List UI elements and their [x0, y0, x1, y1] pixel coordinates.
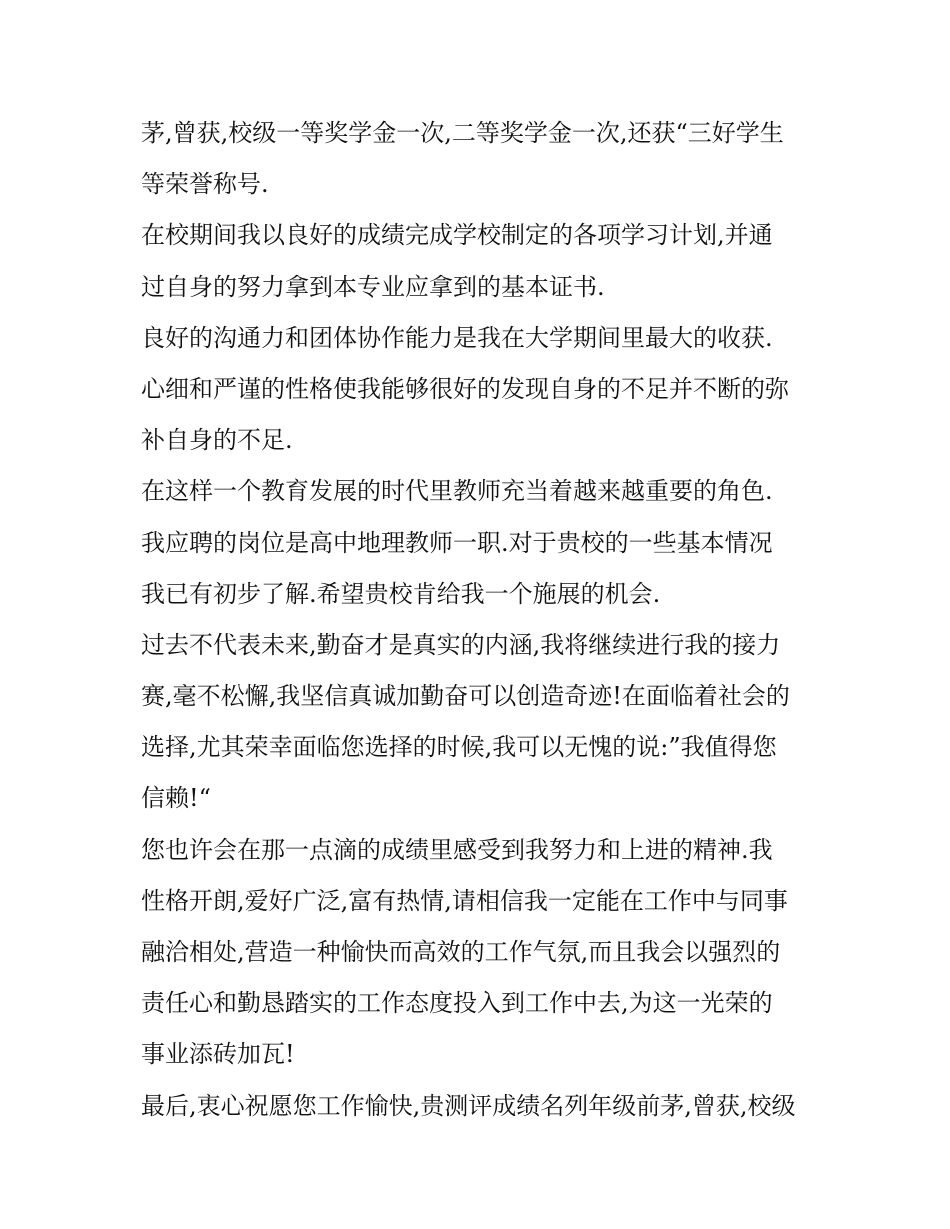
text-line: 融洽相处,营造一种愉快而高效的工作气氛,而且我会以强烈的: [141, 938, 781, 966]
text-line: 心细和严谨的性格使我能够很好的发现自身的不足并不断的弥: [141, 374, 789, 403]
text-line: 责任心和勤恳踏实的工作态度投入到工作中去,为这一光荣的: [141, 989, 773, 1018]
text-line: 等荣誉称号.: [141, 170, 269, 199]
text-line: 选择,尤其荣幸面临您选择的时候,我可以无愧的说:”我值得您: [141, 733, 777, 762]
text-line: 事业添砖加瓦!: [141, 1040, 295, 1069]
text-line: 茅,曾获,校级一等奖学金一次,二等奖学金一次,还获“三好学生: [141, 119, 784, 147]
text-line: 您也许会在那一点滴的成绩里感受到我努力和上进的精神.我: [141, 835, 773, 864]
text-line: 良好的沟通力和团体协作能力是我在大学期间里最大的收获.: [141, 323, 773, 352]
text-line: 性格开朗,爱好广泛,富有热情,请相信我一定能在工作中与同事: [141, 886, 788, 915]
text-line: 赛,毫不松懈,我坚信真诚加勤奋可以创造奇迹!在面临着社会的: [141, 682, 790, 711]
text-line: 过去不代表未来,勤奋才是真实的内涵,我将继续进行我的接力: [141, 630, 781, 659]
document-body: [141, 108, 821, 1132]
text-line: 在校期间我以良好的成绩完成学校制定的各项学习计划,并通: [141, 221, 773, 250]
text-line: 我应聘的岗位是高中地理教师一职.对于贵校的一些基本情况: [141, 528, 773, 557]
text-line: 补自身的不足.: [141, 426, 293, 455]
text-line: 最后,衷心祝愿您工作愉快,贵测评成绩名列年级前茅,曾获,校级: [141, 1091, 796, 1120]
text-line: 我已有初步了解.希望贵校肯给我一个施展的机会.: [141, 579, 661, 608]
text-line: 过自身的努力拿到本专业应拿到的基本证书.: [141, 272, 605, 301]
text-line: 在这样一个教育发展的时代里教师充当着越来越重要的角色.: [141, 477, 773, 506]
text-line: 信赖!“: [141, 784, 211, 813]
